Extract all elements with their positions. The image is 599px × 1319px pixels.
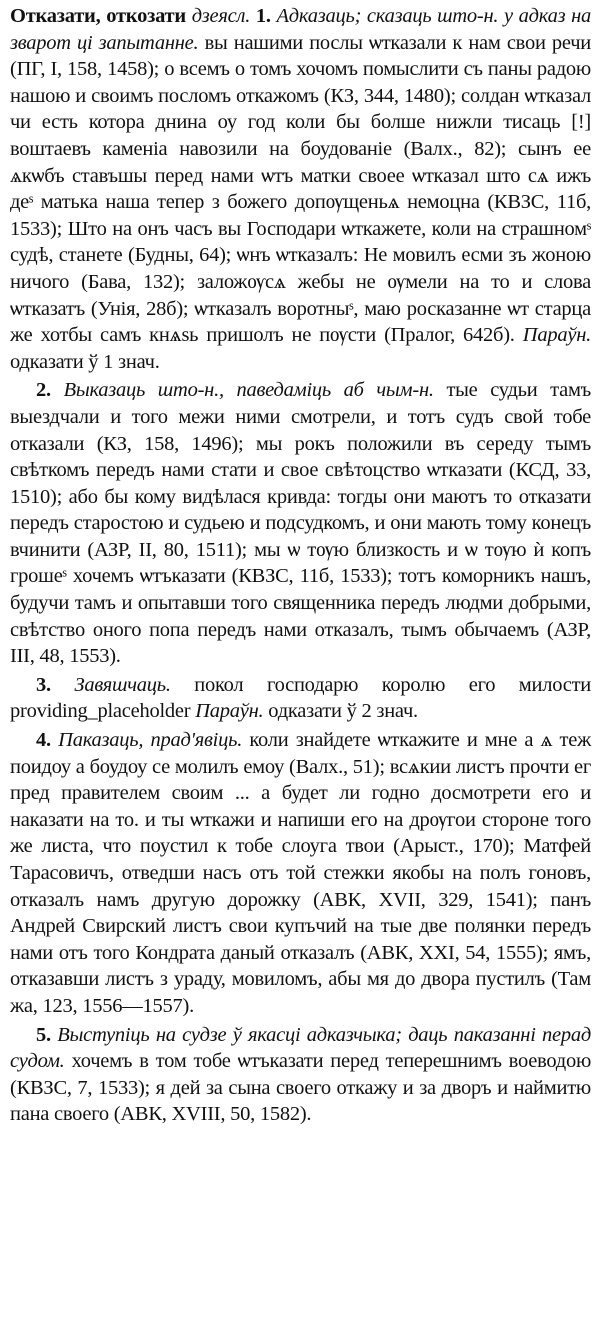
sense-number: 1.: [255, 5, 271, 27]
sense-definition: Завяшчаць.: [74, 673, 171, 696]
cross-reference-label: Параўн.: [195, 700, 264, 723]
cross-reference-text: одказати ў 1 знач.: [10, 350, 160, 373]
sense-citations: хочемъ в том тобе ѡтъказати перед теперешнимъ воеводою (КВЗС, 7, 1533); я дей за сына своего откажу и за дворъ и наймитю пана своего (АВК, XVIII, 50, 1582).: [10, 1050, 592, 1126]
sense-citations: вы нашими послы ѡтказали к нам свои речи (ПГ, І, 158, 1458); о всемъ о томъ хочомъ помыслити съ паны радою нашою и своимъ посломъ откажомъ (КЗ, 344, 1480); солдан ѡтказал чи есть котора днина оу год коли бы болше нижли тисаць [!] воштаевъ каменіа навозили на боудованіе (Валх., 82); сынъ ее ѧкѡбъ ставъшы перед нами ѡтъ матки своее ѡтказал што сѧ ижъ деˢ матька наша тепер з божего допѹщеньѧ немоцна (КВЗС, 11б, 1533); Што на онъ часъ вы Господари ѡткажете, коли на страшномˢ судѣ, станете (Будны, 64); ѡнъ ѡтказалъ: Не мовилъ есми зъ жоною ничого (Бава, 132); заложѹсѧ жебы не ѹмели на то и слова ѡтказатъ (Унія, 28б); ѡтказалъ воротныˢ, маю росказанне ѡт старца же хотбы самъ кнѧѕь пришолъ не пѹсти (Пралог, 642б).: [10, 31, 591, 347]
cross-reference-text: одказати ў 2 знач.: [268, 700, 418, 723]
sense-citations: покол господарю королю его милости providing_placeholder: [10, 673, 592, 723]
cross-reference-label: Параўн.: [522, 324, 591, 347]
sense-number: 5.: [36, 1023, 51, 1046]
sense-definition: Выступіць на судзе ў якасці адказчыка; даць паказанні перад судом.: [10, 1023, 592, 1073]
grammar-label: дзеясл.: [191, 5, 251, 27]
sense-definition: Адказаць; сказаць што-н. у адказ на зварот ці запытанне.: [10, 5, 592, 54]
sense-citations: тые судьи тамъ выездчали и того межи ними смотрели, и тотъ судъ свой тобе отказали (КЗ, 158, 1496); мы рокъ положили въ середу тымъ свѣткомъ передъ нами стати и свое свѣтоцство ѡтказати (КСД, 33, 1510); або бы кому видѣлася кривда: тогды они маютъ то отказати передъ старостою и судьею и подсудкомъ, и они мають тому конецъ вчинити (АЗР, II, 80, 1511); мы ѡ тѹю близкость и ѡ тѹю ѝ копъ грошеˢ хочемъ ѡтъказати (КВЗС, 11б, 1533); тотъ коморникъ нашъ, будучи тамъ и опытавши того священника передъ людми добрыми, свѣтство оного попа передъ нами отказалъ, тымъ обычаемъ (АЗР, III, 48, 1553).: [10, 379, 592, 668]
sense-2: [10, 377, 591, 670]
sense-definition: Паказаць, прад'явіць.: [58, 729, 243, 752]
sense-4: [10, 727, 591, 1020]
sense-number: 4.: [36, 729, 51, 752]
sense-definition: Выказаць што-н., паведаміць аб чым-н.: [63, 379, 434, 402]
sense-number: 3.: [36, 673, 51, 696]
sense-number: 2.: [36, 379, 51, 402]
sense-3: [10, 672, 591, 725]
headword: Отказати, откозати: [10, 5, 186, 27]
sense-citations: коли знайдете ѡткажите и мне а ѧ теж поидоу а боудоу се молилъ емоу (Валх., 51); всѧкии листъ прочти ег пред правителем своим ... а будет ли годно досмотрети его и наказати на то. и ты ѡткажи и напиши его на дрѹгои стороне того же листа, что поустил к тобе слоуга твои (Арыст., 170); Матфей Тарасовичъ, отведши насъ отъ той стежки якобы на полъ гоновъ, отказалъ намъ другую дорожку (АВК, XVII, 329, 1541); панъ Андрей Свирский листъ свои купъчий на тые две полянки передъ нами отъ того Кондрата даный отказалъ (АВК, XXI, 54, 1555); ямъ, отказавши листъ з ураду, мовиломъ, абы мя до двора пустилъ (Там жа, 123, 1556—1557).: [10, 729, 592, 1017]
sense-1: [10, 3, 591, 375]
sense-5: [10, 1022, 591, 1128]
